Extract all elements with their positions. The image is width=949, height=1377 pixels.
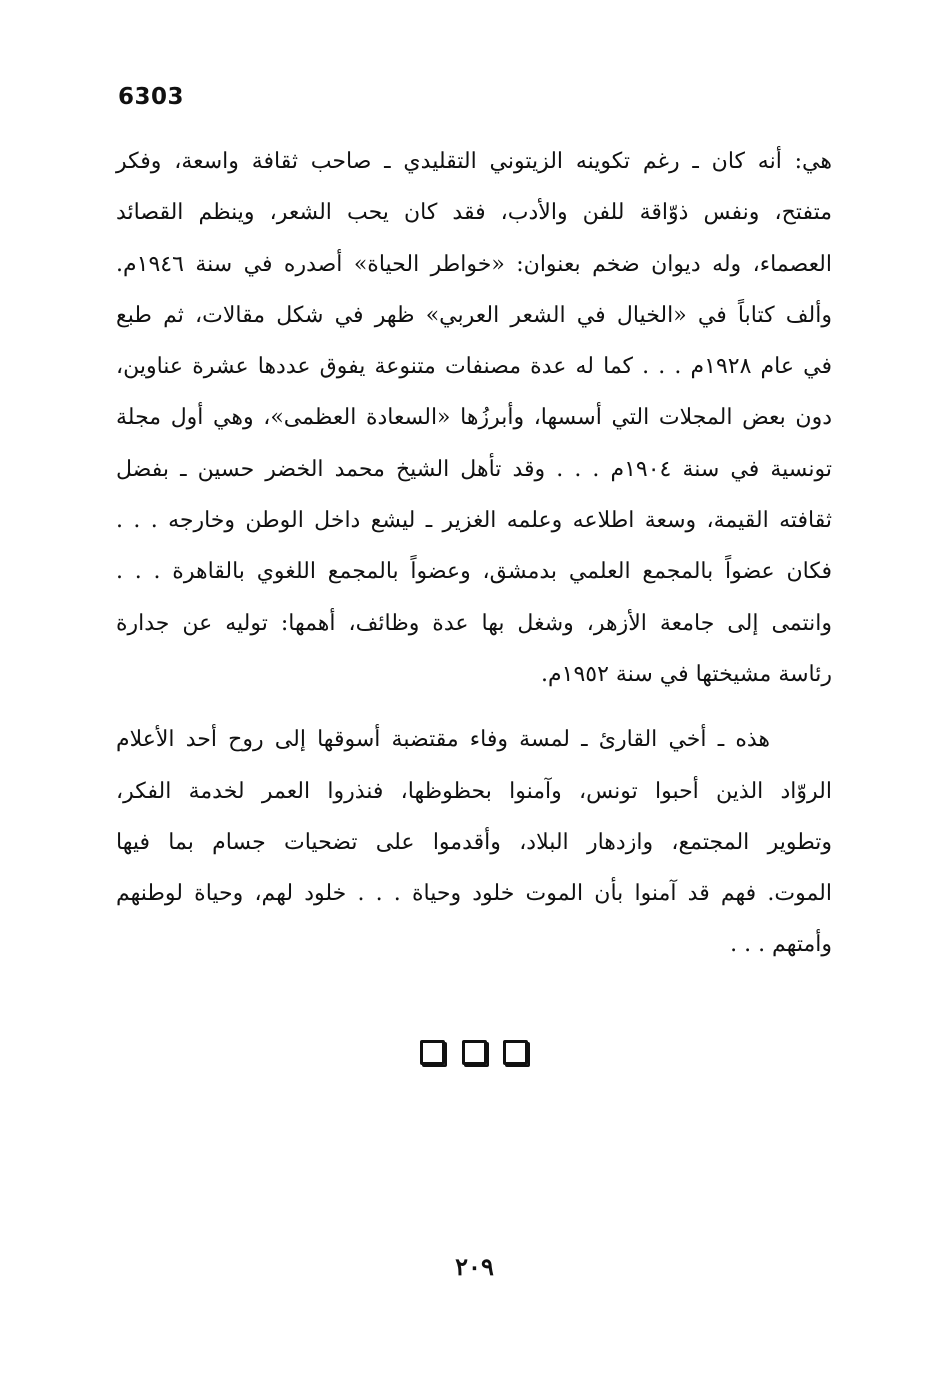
- text-line: في عام ١٩٢٨م . . . كما له عدة مصنفات متنوعة يفوق عددها عشرة عناوين،: [116, 354, 832, 380]
- text-line: العصماء، وله ديوان ضخم بعنوان: «خواطر الحياة» أصدره في سنة ١٩٤٦م.: [116, 251, 832, 277]
- text-line: تونسية في سنة ١٩٠٤م . . . وقد تأهل الشيخ محمد الخضر حسين ـ بفضل: [116, 456, 832, 482]
- section-separator-icon: [420, 1040, 528, 1066]
- text-line: رئاسة مشيختها في سنة ١٩٥٢م.: [541, 661, 832, 687]
- square-icon: [420, 1040, 445, 1065]
- text-line: ثقافته القيمة، وسعة اطلاعه وعلمه الغزير ـ ليشع داخل الوطن وخارجه . . .: [116, 508, 832, 534]
- square-icon: [503, 1040, 528, 1065]
- text-line: الموت. فهم قد آمنوا بأن الموت خلود وحياة . . . خلود لهم، وحياة لوطنهم: [116, 881, 832, 907]
- page-id-label: 6303: [118, 84, 185, 110]
- text-line: متفتح، ونفس ذوّاقة للفن والأدب، فقد كان يحب الشعر، وينظم القصائد: [116, 200, 832, 226]
- square-icon: [462, 1040, 487, 1065]
- text-line: فكان عضواً بالمجمع العلمي بدمشق، وعضواً بالمجمع اللغوي بالقاهرة . . .: [116, 559, 832, 585]
- text-line: هي: أنه كان ـ رغم تكوينه الزيتوني التقليدي ـ صاحب ثقافة واسعة، وفكر: [116, 149, 832, 174]
- page-number: ٢٠٩: [455, 1252, 494, 1281]
- text-line: وألف كتاباً في «الخيال في الشعر العربي» ظهر في شكل مقالات، ثم طبع: [116, 302, 832, 328]
- text-line: وأمتهم . . .: [730, 932, 832, 958]
- paragraph-2: [116, 714, 832, 970]
- paragraph-1: [116, 136, 832, 700]
- text-line: وتطوير المجتمع، وازدهار البلاد، وأقدموا على تضحيات جسام بما فيها: [116, 829, 832, 855]
- body-text: [116, 136, 832, 971]
- text-line: الروّاد الذين أحبوا تونس، وآمنوا بحظوظها، فنذروا العمر لخدمة الفكر،: [116, 778, 832, 804]
- paragraph-spacer: [116, 700, 832, 714]
- text-line: دون بعض المجلات التي أسسها، وأبرزُها «السعادة العظمى»، وهي أول مجلة: [116, 405, 832, 431]
- text-line: هذه ـ أخي القارئ ـ لمسة وفاء مقتضبة أسوقها إلى روح أحد الأعلام: [116, 727, 770, 753]
- text-line: وانتمى إلى جامعة الأزهر، وشغل بها عدة وظائف، أهمها: توليه عن جدارة: [116, 610, 832, 636]
